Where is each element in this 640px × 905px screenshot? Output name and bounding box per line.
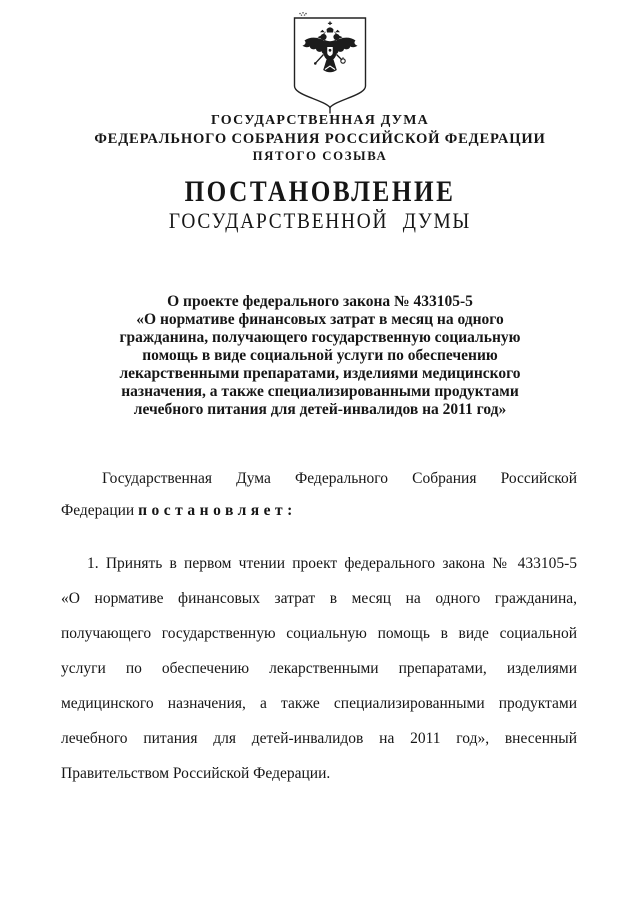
- document-type-title: ПОСТАНОВЛЕНИЕ: [184, 175, 456, 208]
- document-header: [0, 112, 640, 165]
- header-institution: ГОСУДАРСТВЕННАЯ ДУМА: [211, 113, 429, 128]
- subject-line: назначения, а также специализированными продуктами: [121, 383, 519, 400]
- body-paragraph-preamble: [61, 463, 577, 527]
- header-convocation: ПЯТОГО СОЗЫВА: [252, 149, 388, 163]
- body-line: лечебного питания для детей-инвалидов на 2011 год», внесенный: [61, 730, 577, 747]
- subject-line: лечебного питания для детей-инвалидов на 2011 год»: [133, 401, 507, 418]
- scan-artifact: [299, 12, 307, 16]
- subject-line: «О нормативе финансовых затрат в месяц на одного: [136, 311, 504, 328]
- preamble-emphasis-text: постановляет:: [138, 502, 297, 519]
- resolution-subject: [61, 293, 579, 419]
- body-line: услуги по обеспечению лекарственными препаратами, изделиями: [61, 660, 577, 677]
- body-line: Правительством Российской Федерации.: [61, 765, 331, 782]
- header-assembly: ФЕДЕРАЛЬНОГО СОБРАНИЯ РОССИЙСКОЙ ФЕДЕРАЦИИ: [94, 131, 546, 147]
- body-line: медицинского назначения, а также специализированными продуктами: [61, 695, 577, 712]
- subject-line: О проекте федерального закона № 433105-5: [167, 293, 473, 310]
- body-line: [61, 495, 577, 527]
- russian-coat-of-arms-double-headed-eagle-icon: [292, 8, 368, 118]
- body-line: получающего государственную социальную помощь в виде социальной: [61, 625, 577, 642]
- preamble-normal-text: Федерации: [61, 502, 139, 519]
- body-paragraph-item-1: [61, 546, 577, 791]
- body-line: 1. Принять в первом чтении проект федерального закона № 433105-5: [87, 555, 577, 572]
- body-line: «О нормативе финансовых затрат в месяц на одного гражданина,: [61, 590, 577, 607]
- subject-line: лекарственными препаратами, изделиями медицинского: [119, 365, 521, 382]
- coat-of-arms-emblem: [292, 8, 368, 118]
- subject-line: помощь в виде социальной услуги по обеспечению: [142, 347, 498, 364]
- body-line: Государственная Дума Федерального Собрания Российской: [102, 470, 577, 487]
- subject-line: гражданина, получающего государственную социальную: [119, 329, 521, 346]
- document-type-subtitle: ГОСУДАРСТВЕННОЙ ДУМЫ: [168, 208, 472, 233]
